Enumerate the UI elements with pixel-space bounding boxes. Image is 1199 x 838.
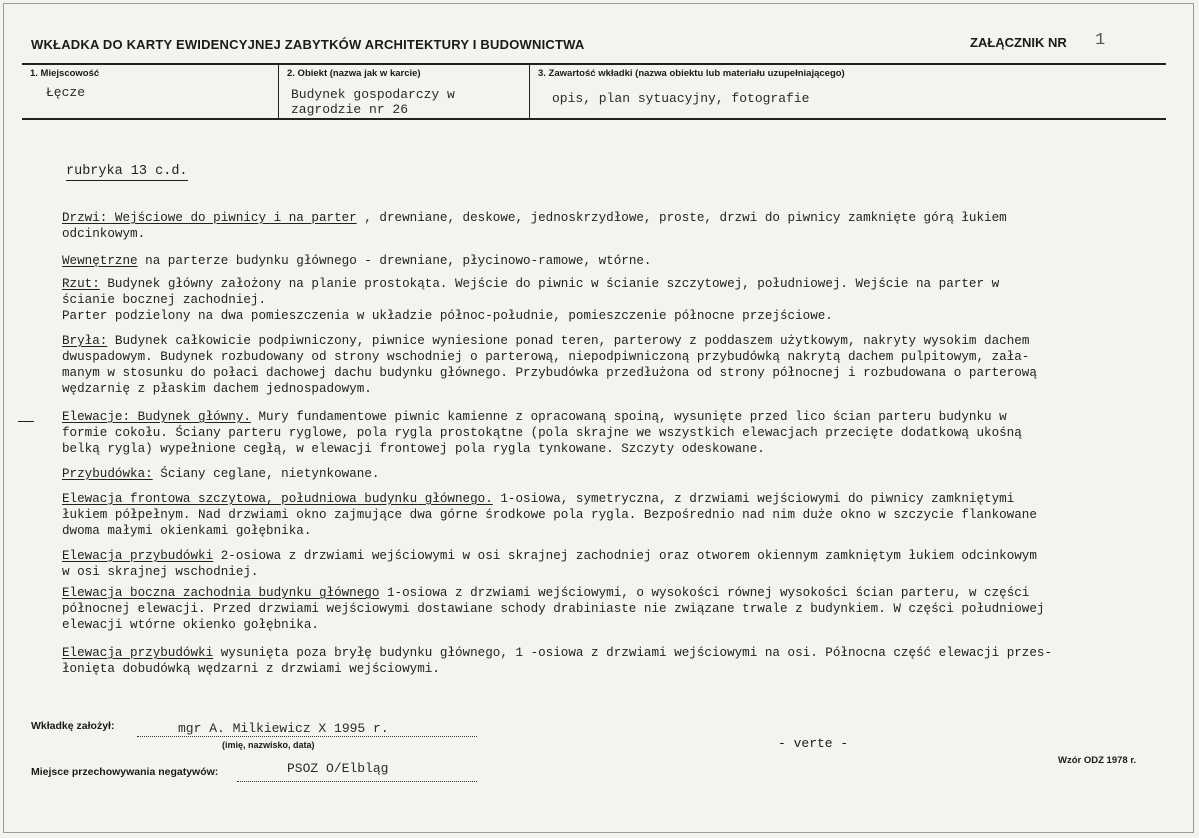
paragraph-plan bbox=[62, 276, 1142, 324]
paragraph-text: 1-osiowa, symetryczna, z drzwiami wejściowymi do piwnicy zamkniętymi łukiem półpełnym. Nad drzwiami okno zajmujące dwa górne środkowe pola rygla. Bezpośrednio nad nim duże okno w szczycie flankowane dwoma małymi okienkami gołębnika. bbox=[62, 492, 1037, 538]
paragraph-annex bbox=[62, 466, 1142, 482]
header-fields bbox=[22, 63, 1166, 120]
field-object-value: Budynek gospodarczy w zagrodzie nr 26 bbox=[291, 87, 455, 117]
paragraph-text: Mury fundamentowe piwnic kamienne z opracowaną spoiną, wysunięte przed lico ścian parteru budynku w formie cokołu. Ściany parteru ryglowe, pola rygla prostokątne (pola skrajne we wszystkich elewacjach przecięte dodatkową ukośną belką rygla) wypełnione cegłą, w elewacji frontowej pola rygla tynkowane. Szczyty odeskowane. bbox=[62, 410, 1022, 456]
paragraph-text: Budynek główny założony na planie prostokąta. Wejście do piwnic w ścianie szczytowej, południowej. Wejście na parter w ścianie bocznej zachodniej. Parter podzielony na dwa pomieszczenia w układzie północ-południe, pomieszczenie północne przejściowe. bbox=[62, 277, 1000, 323]
storage-label: Miejsce przechowywania negatywów: bbox=[31, 766, 219, 778]
field-contents-label: 3. Zawartość wkładki (nazwa obiektu lub materiału uzupełniającego) bbox=[538, 68, 845, 79]
paragraph-annex-elevation-2 bbox=[62, 645, 1142, 677]
paragraph-heading: Elewacja frontowa szczytowa, południowa budynku głównego. bbox=[62, 492, 493, 506]
paragraph-heading: Wewnętrzne bbox=[62, 254, 138, 268]
paragraph-interior-doors bbox=[62, 253, 1142, 269]
field-locality-value: Łęcze bbox=[46, 85, 86, 100]
paragraph-heading: Przybudówka: bbox=[62, 467, 153, 481]
margin-mark bbox=[18, 421, 34, 422]
field-object-label: 2. Obiekt (nazwa jak w karcie) bbox=[287, 68, 421, 79]
paragraph-text: 2-osiowa z drzwiami wejściowymi w osi skrajnej zachodniej oraz otworem okiennym zamkniętym łukiem odcinkowym w osi skrajnej wschodniej. bbox=[62, 549, 1037, 579]
paragraph-heading: Elewacja przybudówki bbox=[62, 646, 214, 660]
rubric-heading: rubryka 13 c.d. bbox=[66, 164, 188, 179]
paragraph-text: , drewniane, deskowe, jednoskrzydłowe, proste, drzwi do piwnicy zamknięte górą łukiem odcinkowym. bbox=[62, 211, 1007, 241]
paragraph-west-elevation bbox=[62, 585, 1142, 633]
paragraph-front-elevation bbox=[62, 491, 1142, 539]
paragraph-elevations bbox=[62, 409, 1142, 457]
field-contents bbox=[530, 65, 1166, 118]
annex-label: ZAŁĄCZNIK NR bbox=[970, 35, 1067, 50]
paragraph-text: 1-osiowa z drzwiami wejściowymi, o wysokości równej wysokości ścian parteru, w części północnej elewacji. Przed drzwiami wejściowymi dostawiane schody drabiniaste nie związane trwale z budynkiem. W części południowej elewacji wtórne okienko gołębnika. bbox=[62, 586, 1045, 632]
verte-note: - verte - bbox=[778, 736, 849, 751]
paragraph-heading: Drzwi: Wejściowe do piwnicy i na parter bbox=[62, 211, 357, 225]
founder-value: mgr A. Milkiewicz X 1995 r. bbox=[178, 721, 389, 736]
founder-label: Wkładkę założył: bbox=[31, 720, 115, 732]
paragraph-heading: Elewacja przybudówki bbox=[62, 549, 214, 563]
paragraph-heading: Rzut: bbox=[62, 277, 100, 291]
paragraph-text: Ściany ceglane, nietynkowane. bbox=[152, 467, 380, 481]
founder-hint: (imię, nazwisko, data) bbox=[222, 740, 315, 750]
form-model: Wzór ODZ 1978 r. bbox=[1058, 755, 1137, 766]
paragraph-heading: Elewacje: Budynek główny. bbox=[62, 410, 251, 424]
field-contents-value: opis, plan sytuacyjny, fotografie bbox=[552, 91, 810, 106]
form-title: WKŁADKA DO KARTY EWIDENCYJNEJ ZABYTKÓW ARCHITEKTURY I BUDOWNICTWA bbox=[31, 37, 585, 52]
storage-dotted-line bbox=[237, 780, 477, 782]
field-locality bbox=[22, 65, 279, 118]
paragraph-text: na parterze budynku głównego - drewniane, płycinowo-ramowe, wtórne. bbox=[137, 254, 652, 268]
paragraph-annex-elevation bbox=[62, 548, 1142, 580]
paragraph-heading: Bryła: bbox=[62, 334, 108, 348]
paragraph-text: wysunięta poza bryłę budynku głównego, 1 -osiowa z drzwiami wejściowymi na osi. Północna część elewacji przes- łonięta dobudówką wędzarni z drzwiami wejściowymi. bbox=[62, 646, 1053, 676]
field-locality-label: 1. Miejscowość bbox=[30, 68, 100, 79]
annex-number: 1 bbox=[1095, 31, 1106, 50]
paragraph-massing bbox=[62, 333, 1142, 397]
paragraph-heading: Elewacja boczna zachodnia budynku głównego bbox=[62, 586, 380, 600]
storage-value: PSOZ O/Elbląg bbox=[287, 761, 389, 776]
paragraph-doors bbox=[62, 210, 1142, 242]
field-object bbox=[279, 65, 530, 118]
paragraph-text: Budynek całkowicie podpiwniczony, piwnice wyniesione ponad teren, parterowy z poddaszem użytkowym, nakryty wysokim dachem dwuspadowym. Budynek rozbudowany od strony wschodniej o parterową, niepodpiwniczoną przybudówką nakrytą dachem pulpitowym, zała- manym w stosunku do połaci dachowej dachu budynku głównego. Przybudówka przedłużona od strony północnej i rozbudowana o parterową wędzarnię z płaskim dachem jednospadowym. bbox=[62, 334, 1037, 396]
